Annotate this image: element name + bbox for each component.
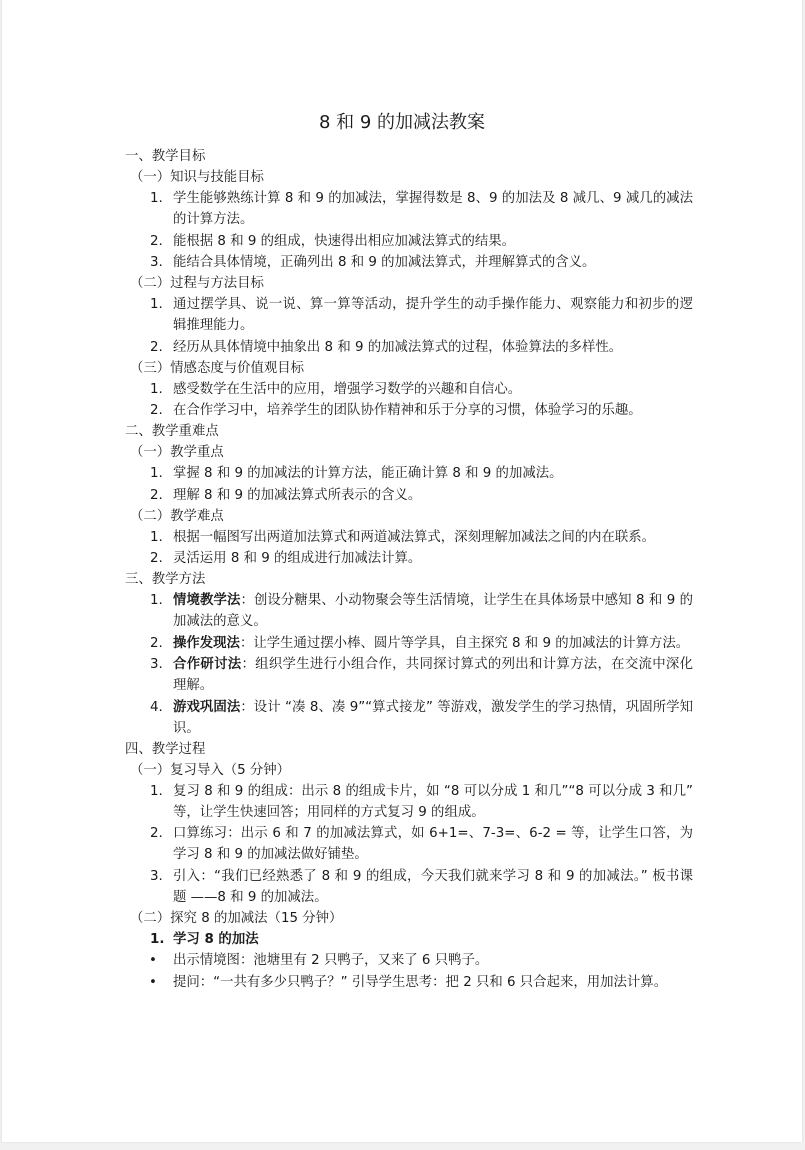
item-number: 2. — [150, 487, 163, 503]
item-text: 提问：“一共有多少只鸭子？” 引导学生思考：把 2 只和 6 只合起来，用加法计算。 — [173, 974, 668, 990]
list-item — [125, 379, 693, 400]
item-number: 3. — [150, 657, 163, 672]
section-heading: 三、教学方法 — [125, 572, 206, 587]
item-number: 2. — [150, 233, 163, 249]
item-text: 能结合具体情境，正确列出 8 和 9 的加减法算式，并理解算式的含义。 — [173, 255, 596, 270]
item-text: ：设计 “凑 8、凑 9”“算式接龙” 等游戏，激发学生的学习热情，巩固所学知识。 — [173, 699, 694, 736]
subsection-heading: （二）过程与方法目标 — [130, 276, 264, 291]
item-text: ：让学生通过摆小棒、圆片等学具，自主探究 8 和 9 的加减法的计算方法。 — [239, 635, 690, 651]
bullet-icon: • — [149, 974, 157, 990]
item-number: 4. — [150, 699, 163, 715]
item-text: 经历从具体情境中抽象出 8 和 9 的加减法算式的过程，体验算法的多样性。 — [173, 339, 623, 355]
item-text: 通过摆学具、说一说、算一算等活动，提升学生的动手操作能力、观察能力和初步的逻辑推理能力。 — [173, 297, 693, 333]
item-number: 2. — [150, 635, 163, 651]
item-number: 3. — [150, 868, 163, 884]
list-item — [125, 590, 693, 632]
item-text: 灵活运用 8 和 9 的组成进行加减法计算。 — [173, 551, 422, 566]
list-item — [125, 463, 693, 484]
list-item — [125, 294, 693, 336]
item-number: 2. — [150, 551, 163, 566]
section-heading: 四、教学过程 — [125, 741, 206, 757]
list-item — [125, 231, 693, 252]
list-item — [125, 697, 693, 739]
item-number: 2. — [150, 403, 163, 418]
item-text: 口算练习：出示 6 和 7 的加减法算式，如 6+1=、7-3=、6-2 = 等，让学生口答，为学习 8 和 9 的加减法做好铺垫。 — [173, 826, 693, 862]
item-text: 引入：“我们已经熟悉了 8 和 9 的组成，今天我们就来学习 8 和 9 的加减法。” 板书课题 ——8 和 9 的加减法。 — [173, 868, 693, 905]
list-item — [125, 252, 693, 273]
item-text: 学习 8 的加法 — [173, 931, 259, 947]
subsection-heading: （二）探究 8 的加减法（15 分钟） — [130, 910, 343, 926]
list-item — [125, 781, 693, 823]
list-item — [125, 654, 693, 696]
section-heading: 一、教学目标 — [125, 149, 206, 164]
item-number: 1. — [150, 783, 163, 799]
item-text: 理解 8 和 9 的加减法算式所表示的含义。 — [173, 487, 422, 503]
list-item — [125, 188, 693, 230]
item-number: 1. — [150, 529, 163, 545]
list-item — [125, 337, 693, 358]
method-label: 操作发现法 — [173, 635, 240, 651]
bullet-icon: • — [149, 953, 157, 968]
method-label: 合作研讨法 — [173, 657, 242, 672]
item-text: 掌握 8 和 9 的加减法的计算方法，能正确计算 8 和 9 的加减法。 — [173, 466, 563, 481]
subsection-heading: （一）复习导入（5 分钟） — [130, 762, 291, 778]
item-number: 1. — [150, 466, 163, 481]
list-item — [125, 823, 693, 865]
document-page — [2, 0, 802, 1142]
list-item — [125, 527, 693, 548]
subsection-heading: （一）教学重点 — [130, 445, 224, 460]
item-text: ：创设分糖果、小动物聚会等生活情境，让学生在具体场景中感知 8 和 9 的加减法的意义。 — [173, 593, 693, 629]
list-item — [125, 548, 693, 569]
item-text: ：组织学生进行小组合作，共同探讨算式的列出和计算方法，在交流中深化理解。 — [173, 657, 694, 693]
item-number: 2. — [150, 826, 163, 841]
item-text: 复习 8 和 9 的组成：出示 8 的组成卡片，如 “8 可以分成 1 和几”“8 可以分成 3 和几” 等，让学生快速回答；用同样的方式复习 9 的组成。 — [173, 783, 693, 820]
item-number: 1. — [150, 381, 163, 397]
subsection-heading: （二）教学难点 — [130, 508, 224, 524]
list-item — [125, 929, 693, 950]
bullet-item — [125, 950, 693, 971]
section-heading: 二、教学重难点 — [125, 424, 219, 439]
item-text: 在合作学习中，培养学生的团队协作精神和乐于分享的习惯，体验学习的乐趣。 — [173, 403, 642, 418]
item-text: 学生能够熟练计算 8 和 9 的加减法，掌握得数是 8、9 的加法及 8 减几、9 减几的减法的计算方法。 — [173, 191, 693, 227]
method-label: 情境教学法 — [173, 593, 241, 608]
item-number: 2. — [150, 339, 163, 355]
item-text: 出示情境图：池塘里有 2 只鸭子，又来了 6 只鸭子。 — [173, 953, 489, 968]
item-text: 根据一幅图写出两道加法算式和两道减法算式，深刻理解加减法之间的内在联系。 — [173, 529, 656, 545]
document-body — [125, 146, 693, 993]
item-number: 1. — [150, 593, 163, 608]
list-item — [125, 866, 693, 908]
item-number: 1. — [150, 191, 163, 206]
list-item — [125, 485, 693, 506]
item-number: 1. — [150, 297, 163, 312]
subsection-heading: （一）知识与技能目标 — [130, 170, 264, 185]
item-number: 3. — [150, 255, 163, 270]
document-title: 8 和 9 的加减法教案 — [318, 112, 486, 133]
bullet-item — [125, 972, 693, 993]
item-text: 能根据 8 和 9 的组成，快速得出相应加减法算式的结果。 — [173, 233, 516, 249]
item-number: 1. — [150, 931, 165, 947]
list-item — [125, 400, 693, 421]
list-item — [125, 633, 693, 654]
subsection-heading: （三）情感态度与价值观目标 — [130, 360, 305, 376]
item-text: 感受数学在生活中的应用，增强学习数学的兴趣和自信心。 — [173, 381, 522, 397]
method-label: 游戏巩固法 — [173, 699, 241, 715]
